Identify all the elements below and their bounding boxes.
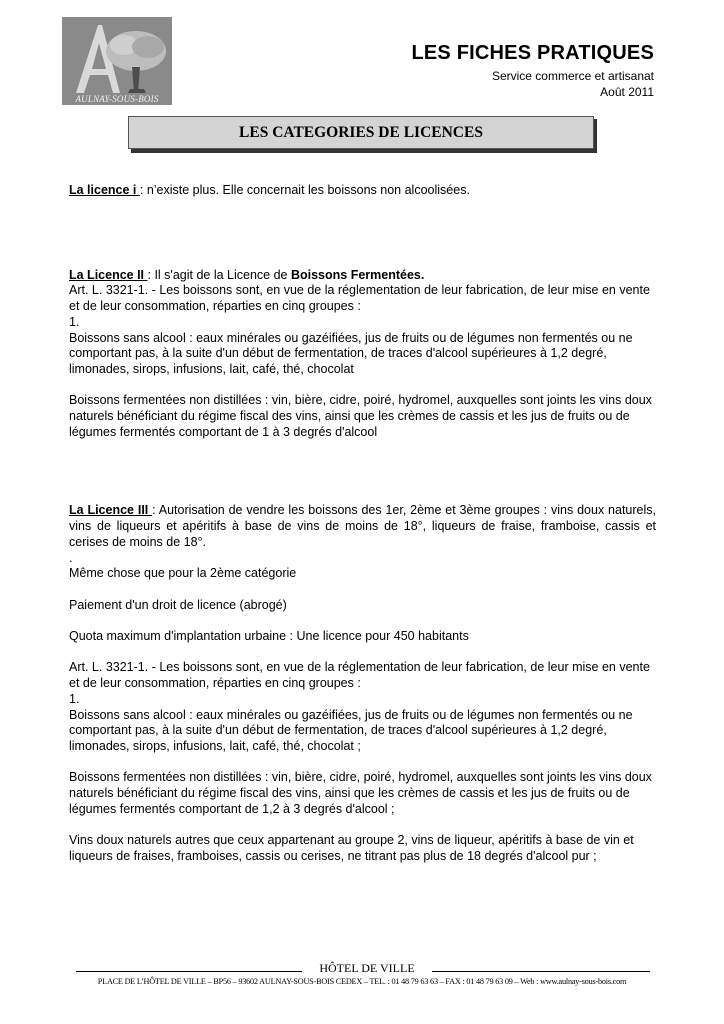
licence-iii-group-3: Vins doux naturels autres que ceux appartenant au groupe 2, vins de liqueur, apéritifs à base de vin et liqueurs de fraises, framboises, cassis ou cerises, ne titrant pas plus de 18 degrés d'alcool pur ; bbox=[69, 833, 634, 863]
logo-text: AULNAY-SOUS-BOIS bbox=[75, 94, 159, 104]
spacer bbox=[69, 817, 656, 833]
licence-iii-label: La Licence III bbox=[69, 503, 153, 518]
city-logo bbox=[62, 17, 172, 105]
licence-ii-group-1: Boissons sans alcool : eaux minérales ou gazéifiées, jus de fruits ou de légumes non fermentés ou ne comportant pas, à la suite d'un début de fermentation, de traces d'alcool supérieures à 1,2 degré, limonades, sirops, infusions, lait, café, thé, chocolat bbox=[69, 330, 633, 376]
licence-ii-article: Art. L. 3321-1. - Les boissons sont, en vue de la réglementation de leur fabrication, de leur mise en vente et de leur consommation, réparties en cinq groupes : bbox=[69, 283, 650, 314]
footer-divider-left bbox=[76, 971, 302, 972]
tree-logo-icon bbox=[62, 17, 172, 105]
section-banner bbox=[128, 116, 594, 149]
spacer bbox=[69, 440, 656, 503]
spacer bbox=[69, 199, 656, 268]
licence-iii-dot: . bbox=[69, 550, 73, 565]
licence-iii-group-2: Boissons fermentées non distillées : vin, bière, cidre, poiré, hydromel, auxquelles sont joints les vins doux naturels bénéficiant du régime fiscal des vins, ainsi que les crèmes de cassis et les jus de fruits ou de légumes fermentés comportant de 1,2 à 3 degrés d'alcool ; bbox=[69, 770, 652, 816]
licence-i-paragraph bbox=[69, 183, 656, 199]
licence-ii-intro-bold: Boissons Fermentées. bbox=[290, 267, 425, 282]
document-body bbox=[69, 183, 656, 865]
licence-iii-article: Art. L. 3321-1. - Les boissons sont, en vue de la réglementation de leur fabrication, de leur mise en vente et de leur consommation, réparties en cinq groupes : bbox=[69, 660, 650, 691]
page-title: LES FICHES PRATIQUES bbox=[411, 42, 654, 64]
licence-ii-number: 1. bbox=[69, 314, 80, 329]
licence-iii-same: Même chose que pour la 2ème catégorie bbox=[69, 566, 297, 581]
service-name: Service commerce et artisanat bbox=[491, 69, 654, 83]
licence-iii-quota: Quota maximum d'implantation urbaine : Une licence pour 450 habitants bbox=[69, 629, 469, 644]
footer-divider-right bbox=[432, 971, 650, 972]
licence-ii-label: La Licence II bbox=[69, 267, 148, 282]
licence-ii-heading bbox=[69, 268, 656, 284]
licence-i-label: La licence i bbox=[69, 183, 140, 197]
publication-date: Août 2011 bbox=[600, 85, 654, 99]
spacer bbox=[69, 582, 656, 598]
spacer bbox=[69, 755, 656, 771]
spacer bbox=[69, 378, 656, 394]
licence-iii-text: : Autorisation de vendre les boissons des 1er, 2ème et 3ème groupes : vins doux naturels, vins de liqueurs et apéritifs à base de vins de moins de 18°, liqueurs de fraise, framboise, cassis et cerises de moins de 18°. bbox=[69, 503, 656, 549]
banner-title: LES CATEGORIES DE LICENCES bbox=[239, 123, 483, 141]
licence-iii-number: 1. bbox=[69, 691, 80, 706]
licence-iii-heading bbox=[69, 503, 656, 550]
licence-i-text: : n’existe plus. Elle concernait les boissons non alcoolisées. bbox=[139, 183, 470, 197]
spacer bbox=[69, 645, 656, 661]
licence-iii-payment: Paiement d'un droit de licence (abrogé) bbox=[69, 597, 287, 612]
footer-title: HÔTEL DE VILLE bbox=[319, 961, 415, 975]
footer-address: PLACE DE L’HÔTEL DE VILLE – BP56 – 93602 AULNAY-SOUS-BOIS CEDEX – TEL. : 01 48 79 63 63 – FAX : 01 48 79 63 09 – Web : www.aulnay-sous-bois.com bbox=[97, 977, 627, 986]
licence-ii-intro: : Il s'agit de la Licence de bbox=[147, 267, 291, 282]
spacer bbox=[69, 613, 656, 629]
licence-iii-group-1: Boissons sans alcool : eaux minérales ou gazéifiées, jus de fruits ou de légumes non fermentés ou ne comportant pas, à la suite d'un début de fermentation, de traces d'alcool supérieures à 1,2 degré, limonades, sirops, infusions, lait, café, thé, chocolat ; bbox=[69, 707, 633, 753]
licence-ii-group-2: Boissons fermentées non distillées : vin, bière, cidre, poiré, hydromel, auxquelles sont joints les vins doux naturels bénéficiant du régime fiscal des vins, ainsi que les crèmes de cassis et les jus de fruits ou de légumes fermentés comportant de 1 à 3 degrés d'alcool bbox=[69, 393, 652, 439]
